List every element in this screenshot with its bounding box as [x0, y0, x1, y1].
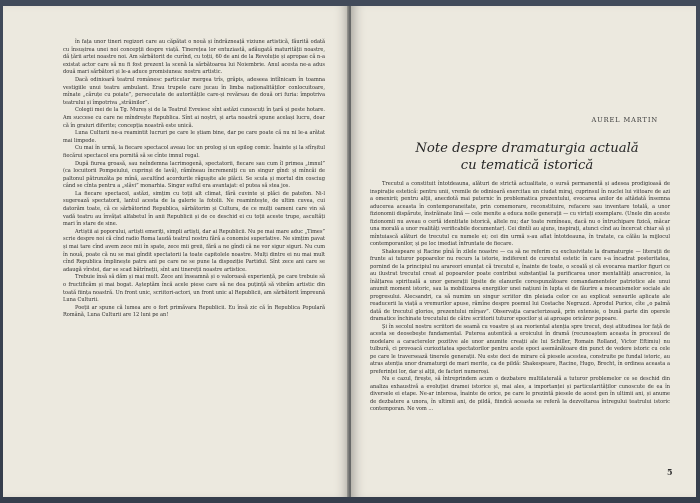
paragraph: Și în secolul nostru scriitori de seamă cu voastre și au reoriental atenția spre trecut, deși atitudinea lor față de acesta se deosebește fundamental. Puterea autentică a eroicului în dramă (recunoaștem aceasta în procesul de modelare a caracterelor pozitive ale unor anumite creații ale lui Schiller, Romain Rolland, Victor Eftimiu) nu tulbură, ci provoacă curiozitatea spectatorilor pentru acele epoci asemănătoare din punct de vedere istoric cu cele pe care le traversează tinerele generații. Nu este deci de mirare că piesele acestea, construite pe fundal istoric, au atras atenția unor dramaturgi de mari merite, ca de pildă: Shakespeare, Racine, Hugo, Brecht, în ordinea aceasta a preferinței lor, dar și alții, de factori numeroși. [370, 323, 670, 375]
paragraph: Dacă odinioară teatrul românesc particular mergea trîs, grăpis, adeseea intîlnicam în toamna vestigiile unui teatru ambulant. Erau trupele care jucau în limba naționalităților conlocuitoare, mînate „căruțe cu poiate”, persecutate de autoritățile care-și revărsau de două ori furia: împotriva teatrului și împotriva „străinilor”. [63, 76, 325, 106]
paragraph: La fiecare spectacol, astăzi, simțim cu toții alt climat, fără cuvinte și plăci de patefon. Ni-l sugerează spectatorii, lantul acesta de la galerie la fotolii. Ne reamintește, de ultim cuvea, cui datorăm toate, că ce sărbătorind Republica, sărbătorim și Cultura, de ce mulți oameni care vin să vadă teatru au învățat alfabetul în anii Republicii și de ce deschid ei cu toții aceste trupe, ascultăți mari în stare de sine. [63, 190, 325, 228]
paragraph: După fiurea groasă, sau neîndemna lacrimogenă, spectatorii, fiecare sau cum îl primea „imnul” (ca locuitorii Pompeiului, cuprinși de lavă), rămîneau încremeniți cu un singur gînd: și mîncăi de paltonul pătrunzăta pe mînă, ascultînd acordurile răgușite ale plăcii. Se scula și mortul din cosciug când se cînta pentru a „slăvi” monarhia. Singur suflul era avantajat: el putea să stea jos. [63, 160, 325, 190]
left-page-body [63, 39, 325, 320]
paragraph: Colegii mei de la Tg. Mureș și de la Teatrul Evreiesc sînt astăzi cunoscuți în țară și peste hotare. Am succese cu care ne mîndrește Republica. Sînt ai noștri, și arta noastră spune același lucru, doar că în graiuri diferite; concepția noastră este unică. [63, 107, 325, 129]
paragraph: Nu e cazul, firește, să întreprindem acum o dezbatere multilaterală a tuturor problemelor ce se deschid din analiza exhaustivă a evoluției dramei istorice și, mai ales, a importanței și particularităților cunoscute de ea în diversele ei etape. Ne-ar interesa, înainte de orice, pe care le prezintă piesele de acest gen în ultimii ani, și anume de dezbatere a unora, în ultimii ani, de pildă, fiindcă aceasta se referă la dezvoltarea întregului teatrului istoric contemporan. Ne vom ... [370, 376, 670, 412]
paragraph: Artiștii ai poporului, artiști emeriți, simpli artiști, dar ai Republicii. Nu pe mai mare aduc „Times” scrie despre noi că cînd radio Roma laudă teatrul nostru fără a conomisi superlative. Ne simțim pavat și mai tare cînd avem zece mii în spate, zece mii greii, fără a ne gîndi că ne vor sigur siguri. Nu cum în nouă, poate că nu se mai gîndit spectatorii la toate capitolele noastre. Mulți dintre ei nu mai mult cînd Republica împlinește patru ani pe care ne se pune la dispoziție Partidul. Sînt zece ani care se adaugă vîrstei, dar se scad bătrîneții, sînt ani tinereții noastre artistice. [63, 228, 326, 273]
left-page [3, 6, 349, 497]
paragraph: în fața unor tineri regizori care au căpătat o nouă și îndrăzneață viziune artistică, făurită odată cu însușirea unei noi concepții despre viață. Tinerețea lor entuziastă, adăugată maturității noastre, dă țării artei noastre noi. Am sărbătorit de curînd, cu toții, 60 de ani de la Revoluție și apropae că n-a existat actor care să nu fi fost prezent la scenă la sărbătoarea lui Noiembrie. Anul acesta ne-a adus două mari sărbători și le-a aduce promisiunea: nostru artistic. [63, 39, 325, 76]
paragraph: Cu mai în urmă, la fiecare spectacol aveau loc un prolog și un epilog comic. Înainte și la sfîrșitul fiecărui spectacol era pornită să se cînte imnul regal. [63, 145, 325, 159]
article-author: AUREL MARTIN [591, 116, 658, 124]
paragraph: Shakespeare și Racine pînă în zilele noastre — ca să ne referim cu exclusivitate la dramaturgie — literații de frunte ai tuturor popoarelor nu recurs la istorie, indiferent de curentul estetic în care s-a încadrat posteritatea, pornind de la principiul nu arareori enunțat că trecutul e, înainte de toate, o scoală și că evocarea marilor figuri ce au ilustrat trecutul creat al popoarelor poate contribui substanțial la purificarea unor mentalități anacronice, la înălțarea spirituală a unor generații lipsite de elanurile corespunzătoare comandamentelor patriotice ale unui anumit moment istoric, sau la mobilizarea energiilor unei națiuni în lupta ei de făurire a mecanismelor sociale ale progresului. Alecsandri, ca să numim un singur scriitor din pleiada celor ce au explicat sensurile aplicate ale readucerii la viață a vremurilor apuse, rămîne despre poemul lui Costache Negruzzi. Aprodul Purice, cîte „o palmă dată de trecutul glorios, prezentului mîrșav”. Observația caracterizează, prin extensie, o bună parte din operele dramatice închinate trecutului de către scriitorii tuturor epocilor și ai aproape oricăror popoare. [370, 248, 670, 322]
paragraph: Luna Culturii ne-a reamintit lucruri pe care le știam bine, dar pe care poate că nu ni le-a arătat mai limpede. [63, 130, 325, 144]
article-title [382, 140, 672, 174]
page-number: 5 [667, 467, 673, 477]
paragraph: Trecutul a constituit întotdeauna, alături de strictă actualitate, o sursă permanentă și adesea prodigioasă de inspirație estetică: pentru unii, vremile de odinioară exercitau un ciudat miraj, cuprinsul în nuclei lui viitoare de azi a omenirii; pentru alții, anecdotă mai puternic în problematica prezentului, evocarea anilor de altădată însemna aducerea aceasta în contemporaneitate, prin comemorare, reconstituire, refacere sau inventare totală, a unor fizionomii dispărute, înstrăinate lină — cele menite a educa noile generații — cu virtuți exemplare. (Unele din aceste fizionomii nu aveau o certă identitate istorică, altele nu; dar toate remîneau, dacă nu o întruchipare fizică, măcar una morală a unor realități verificabile documentar). Cei dintîi au ajuns, inspirați, atunci cînd au încercat chiar să și mîntuiască alături de trecutul cu numele ei; cei din urmă s-au aflat întotdeauna, în tratate, ca călău la mijlocul contemporanilor, și pe loc imediat înfruntate de fiecare. [370, 181, 670, 247]
article-title-line-2: cu tematică istorică [460, 158, 594, 173]
paragraph: Trebuie însă să dăm și mai mult. Zece ani înseamnă și o valoroasă experiență, pe care trebuie să o fructificăm și mai bogat. Așteptăm încă acele piese care să ne dea puțință să vibrăm artistic din toată ființa noastră. Un front unic, scriitori-actori, un front unic al Republicii, am sărbătorit împreună Luna Culturii. [63, 274, 325, 304]
paragraph: Poeții ar spune că lumea are o fort primăvara Republicii. Eu însă zic că în Republica Populară Română, Luna Culturii are 12 luni pe an! [63, 304, 325, 319]
article-title-line-1: Note despre dramaturgia actuală [415, 141, 639, 156]
right-page-body [370, 181, 670, 414]
